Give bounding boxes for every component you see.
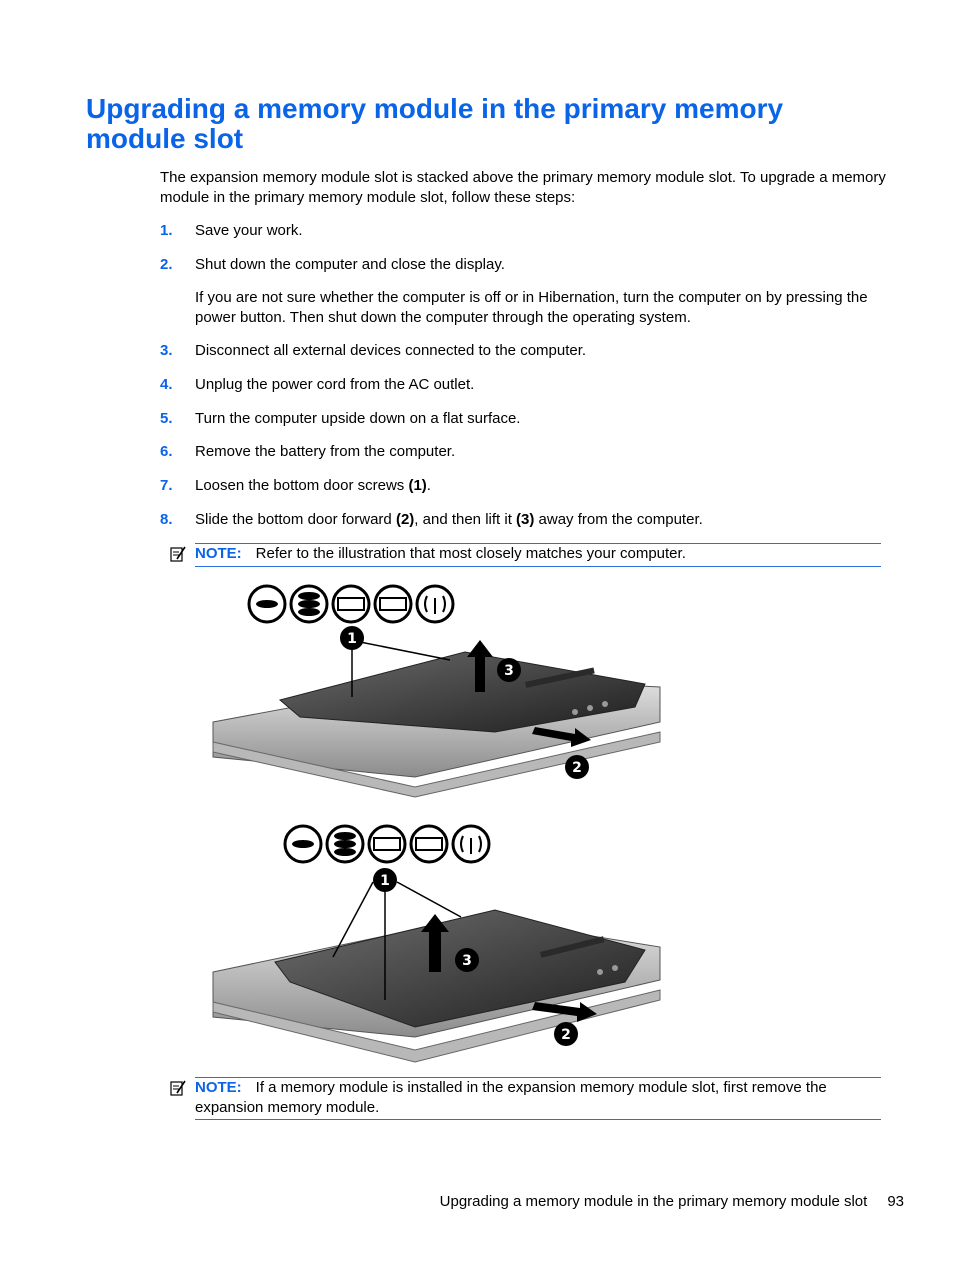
step-text: Shut down the computer and close the display. xyxy=(195,256,505,273)
component-icons xyxy=(249,586,453,622)
step-text: Remove the battery from the computer. xyxy=(195,443,456,460)
step-text: Disconnect all external devices connected to the computer. xyxy=(195,342,587,359)
note-box xyxy=(195,1077,881,1120)
intro-paragraph: The expansion memory module slot is stacked above the primary memory module slot. To upgrade a memory module in the primary memory module slot, follow these steps: xyxy=(160,169,886,206)
page-number: 93 xyxy=(887,1193,904,1210)
callout-ref: (1) xyxy=(408,477,427,494)
step-text: Save your work. xyxy=(195,222,303,239)
step-number: 6. xyxy=(160,443,173,460)
note-text: Refer to the illustration that most closely matches your computer. xyxy=(255,545,686,562)
step-number: 8. xyxy=(160,511,173,528)
step-text: Slide the bottom door forward (2), and then lift it (3) away from the computer. xyxy=(195,511,703,528)
callout-3-label: 3 xyxy=(462,953,472,969)
note-box xyxy=(195,543,881,567)
step-number: 1. xyxy=(160,222,173,239)
laptop-illustration-2 xyxy=(205,822,670,1070)
step-number: 7. xyxy=(160,477,173,494)
note-label: NOTE: xyxy=(195,1079,242,1096)
page-footer xyxy=(440,1193,904,1210)
note-label: NOTE: xyxy=(195,545,242,562)
step-text: Unplug the power cord from the AC outlet. xyxy=(195,376,475,393)
callout-ref: (2) xyxy=(395,511,415,528)
step-text: Turn the computer upside down on a flat surface. xyxy=(195,410,521,427)
step-text: Loosen the bottom door screws (1). xyxy=(195,477,431,494)
callout-2-label: 2 xyxy=(561,1027,571,1043)
note-icon xyxy=(169,545,187,563)
step-number: 3. xyxy=(160,342,173,359)
callout-3-label: 3 xyxy=(504,663,514,679)
callout-ref: (3) xyxy=(516,511,535,528)
component-icons xyxy=(285,826,489,862)
step-sub-paragraph: If you are not sure whether the computer is off or in Hibernation, turn the computer on by pressing the power button. Then shut down the computer through the operating system. xyxy=(195,289,868,326)
step-number: 2. xyxy=(160,256,173,273)
step-number: 4. xyxy=(160,376,173,393)
running-title: Upgrading a memory module in the primary memory module slot xyxy=(439,1193,868,1210)
callout-1-label: 1 xyxy=(347,631,357,647)
page-title: Upgrading a memory module in the primary memory module slot xyxy=(86,93,784,154)
laptop-illustration-1 xyxy=(205,582,670,814)
step-number: 5. xyxy=(160,410,173,427)
note-text: If a memory module is installed in the expansion memory module slot, first remove the expansion memory module. xyxy=(195,1079,827,1116)
callout-1-label: 1 xyxy=(380,873,390,889)
callout-2-label: 2 xyxy=(572,760,582,776)
note-icon xyxy=(169,1079,187,1097)
